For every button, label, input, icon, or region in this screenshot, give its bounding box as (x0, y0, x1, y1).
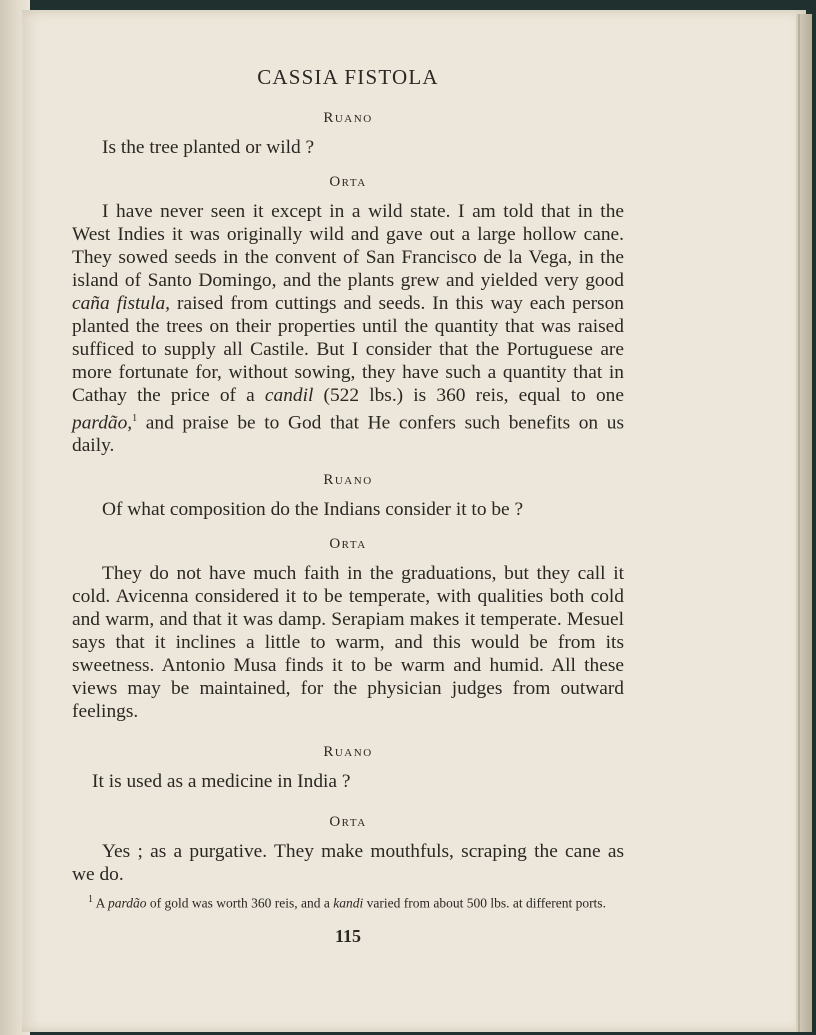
footnote-text: varied from about 500 lbs. at different ports. (363, 895, 606, 911)
speaker-ruano: Ruano (323, 744, 373, 761)
answer-1-text: I have never seen it except in a wild state. I am told that in the West Indies it was originally wild and gave out a large hollow cane. They sowed seeds in the convent of San Francisco de la Vega, in the island of Santo Domingo, and the plants grew and yielded very good (72, 201, 624, 291)
footnote-italic: pardão (108, 895, 147, 911)
answer-1-text: (522 lbs.) is 360 reis, equal to one (313, 385, 624, 406)
question-2: Of what composition do the Indians consider it to be ? (102, 499, 524, 521)
answer-1-text: raised from cuttings and seeds. In this way each person planted the trees on their properties until the quantity that was raised sufficed to supply all Castile. But I consider that the Portuguese are more fortunate for, without sowing, they have such a quantity that in Cathay the price of a (72, 293, 624, 406)
answer-2: They do not have much faith in the graduations, but they call it cold. Avicenna considered it to be temperate, with qualities both cold and warm, and that it was damp. Serapiam makes it temperate. Mesuel says that it inclines a little to warm, and this would be from its sweetness. Antonio Musa finds it to be warm and humid. All these views may be maintained, for the physician judges from outward feelings. (72, 563, 624, 723)
page-edge-line (798, 14, 800, 1032)
answer-1-italic: pardão, (72, 412, 133, 434)
question-3: It is used as a medicine in India ? (92, 771, 351, 793)
footnote-text: of gold was worth 360 reis, and a (146, 895, 334, 911)
answer-1-text: and praise be to God that He confers such benefits on us daily. (72, 412, 624, 457)
page-number: 115 (334, 925, 361, 946)
question-1: Is the tree planted or wild ? (102, 137, 315, 158)
answer-1 (72, 200, 624, 457)
answer-1-italic: candil (264, 385, 314, 406)
page-content (72, 62, 624, 948)
speaker-orta: Orta (329, 814, 367, 831)
speaker-ruano: Ruano (323, 110, 373, 126)
footnote (72, 892, 624, 911)
footnote-number: 1 (88, 894, 93, 906)
answer-1-italic: caña fistula, (72, 293, 171, 314)
footnote-text: A (93, 895, 109, 911)
page-title: CASSIA FISTOLA (257, 65, 439, 89)
speaker-orta: Orta (329, 536, 367, 553)
speaker-orta: Orta (329, 174, 367, 190)
footnote-marker: 1 (132, 413, 138, 424)
footnote-italic: kandi (333, 895, 364, 911)
speaker-ruano: Ruano (323, 472, 373, 489)
answer-3: Yes ; as a purgative. They make mouthfuls, scraping the cane as we do. (72, 841, 624, 886)
